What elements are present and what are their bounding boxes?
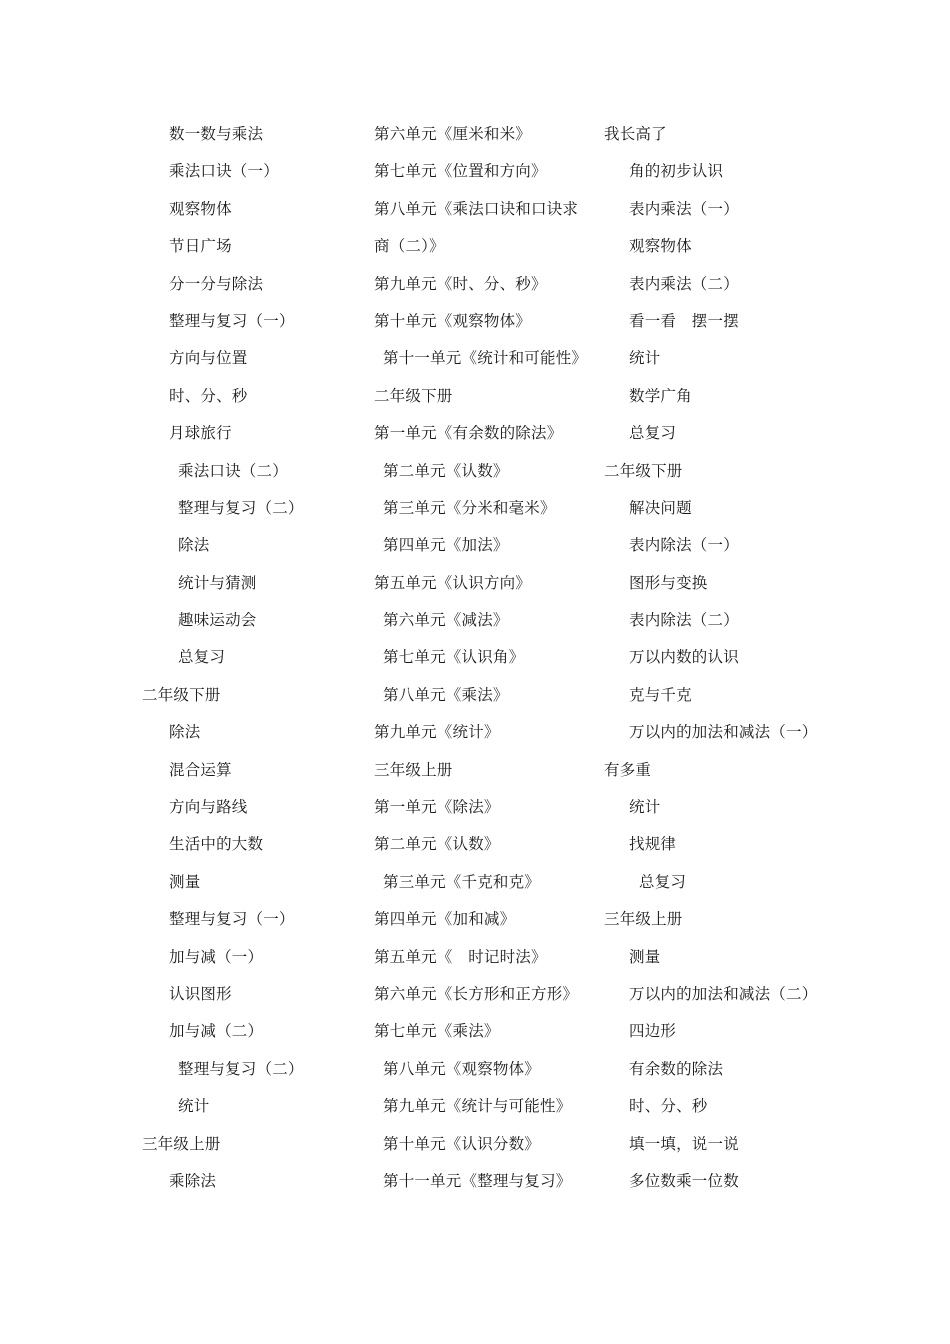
list-item: 多位数乘一位数	[629, 1171, 739, 1190]
section-heading: 第一单元《有余数的除法》	[374, 424, 563, 443]
list-item: 分一分与除法	[169, 274, 264, 293]
list-item: 方向与位置	[169, 349, 248, 368]
section-heading: 第八单元《乘法口诀和口诀求	[374, 199, 579, 218]
list-item: 看一看 摆一摆	[629, 311, 739, 330]
list-item: 找规律	[629, 835, 677, 854]
list-item: 万以内的加法和减法（二）	[629, 984, 818, 1003]
list-item: 整理与复习（一）	[169, 910, 295, 929]
list-item: 第九单元《统计与可能性》	[383, 1097, 572, 1116]
list-item: 除法	[169, 723, 201, 742]
list-item: 统计	[629, 798, 661, 817]
column-middle	[374, 120, 602, 1204]
list-item: 方向与路线	[169, 798, 248, 817]
list-item: 有余数的除法	[629, 1059, 724, 1078]
section-heading: 第二单元《认数》	[374, 835, 500, 854]
section-heading: 第七单元《位置和方向》	[374, 162, 547, 181]
list-item: 除法	[178, 536, 210, 555]
list-item: 认识图形	[169, 984, 232, 1003]
list-item: 表内除法（一）	[629, 536, 739, 555]
section-heading: 第九单元《统计》	[374, 723, 500, 742]
list-item: 万以内数的认识	[629, 648, 739, 667]
list-item: 表内除法（二）	[629, 611, 739, 630]
section-heading: 第四单元《加和减》	[374, 910, 516, 929]
list-item: 填一填，说一说	[629, 1134, 739, 1153]
list-item: 时、分、秒	[169, 386, 248, 405]
list-item: 混合运算	[169, 760, 232, 779]
list-item: 数一数与乘法	[169, 125, 264, 143]
list-item: 第四单元《加法》	[383, 536, 509, 555]
section-heading: 第五单元《认识方向》	[374, 573, 532, 592]
list-item: 第八单元《观察物体》	[383, 1059, 541, 1078]
list-item: 表内乘法（一）	[629, 199, 739, 218]
list-item: 第七单元《认识角》	[383, 648, 525, 667]
list-item: 总复习	[178, 648, 226, 667]
list-item: 生活中的大数	[169, 835, 264, 854]
section-heading: 第六单元《长方形和正方形》	[374, 984, 579, 1003]
list-item: 时、分、秒	[629, 1097, 708, 1116]
list-item: 第六单元《减法》	[383, 611, 509, 630]
list-item: 月球旅行	[169, 424, 232, 443]
list-item: 总复习	[639, 872, 687, 891]
list-item: 测量	[629, 947, 661, 966]
list-item: 图形与变换	[629, 573, 708, 592]
list-item: 观察物体	[629, 237, 692, 256]
list-item: 统计与猜测	[178, 573, 257, 592]
section-heading: 三年级上册	[142, 1134, 221, 1153]
list-item: 总复习	[629, 424, 677, 443]
section-heading: 第七单元《乘法》	[374, 1022, 500, 1041]
column-right	[604, 120, 844, 1204]
section-heading: 我长高了	[604, 125, 667, 143]
list-item: 加与减（二）	[169, 1022, 264, 1041]
section-heading: 三年级上册	[604, 910, 683, 929]
column-left	[142, 120, 362, 1204]
list-item: 乘法口诀（一）	[169, 162, 279, 181]
section-heading: 商（二）》	[374, 237, 445, 256]
list-item: 第十一单元《统计和可能性》	[383, 349, 588, 368]
section-heading: 有多重	[604, 760, 652, 779]
list-item: 数学广角	[629, 386, 692, 405]
section-heading: 第九单元《时、分、秒》	[374, 274, 547, 293]
list-item: 节日广场	[169, 237, 232, 256]
list-item: 观察物体	[169, 199, 232, 218]
list-item: 解决问题	[629, 498, 692, 517]
list-item: 统计	[629, 349, 661, 368]
list-item: 万以内的加法和减法（一）	[629, 723, 818, 742]
list-item: 统计	[178, 1097, 210, 1116]
list-item: 整理与复习（二）	[178, 1059, 304, 1078]
list-item: 第八单元《乘法》	[383, 685, 509, 704]
list-item: 表内乘法（二）	[629, 274, 739, 293]
list-item: 第三单元《千克和克》	[383, 872, 541, 891]
list-item: 整理与复习（二）	[178, 498, 304, 517]
list-item: 测量	[169, 872, 201, 891]
section-heading: 二年级下册	[604, 461, 683, 480]
section-heading: 第十单元《观察物体》	[374, 311, 532, 330]
list-item: 克与千克	[629, 685, 692, 704]
section-heading: 第一单元《除法》	[374, 798, 500, 817]
section-heading: 第五单元《 时记时法》	[374, 947, 547, 966]
section-heading: 第六单元《厘米和米》	[374, 125, 532, 143]
list-item: 第二单元《认数》	[383, 461, 509, 480]
list-item: 加与减（一）	[169, 947, 264, 966]
list-item: 第十单元《认识分数》	[383, 1134, 541, 1153]
list-item: 乘法口诀（二）	[178, 461, 288, 480]
section-heading: 二年级下册	[142, 685, 221, 704]
list-item: 第十一单元《整理与复习》	[383, 1171, 572, 1190]
section-heading: 二年级下册	[374, 386, 453, 405]
list-item: 乘除法	[169, 1171, 217, 1190]
section-heading: 三年级上册	[374, 760, 453, 779]
list-item: 第三单元《分米和毫米》	[383, 498, 556, 517]
list-item: 四边形	[629, 1022, 677, 1041]
list-item: 整理与复习（一）	[169, 311, 295, 330]
list-item: 趣味运动会	[178, 611, 257, 630]
list-item: 角的初步认识	[629, 162, 724, 181]
